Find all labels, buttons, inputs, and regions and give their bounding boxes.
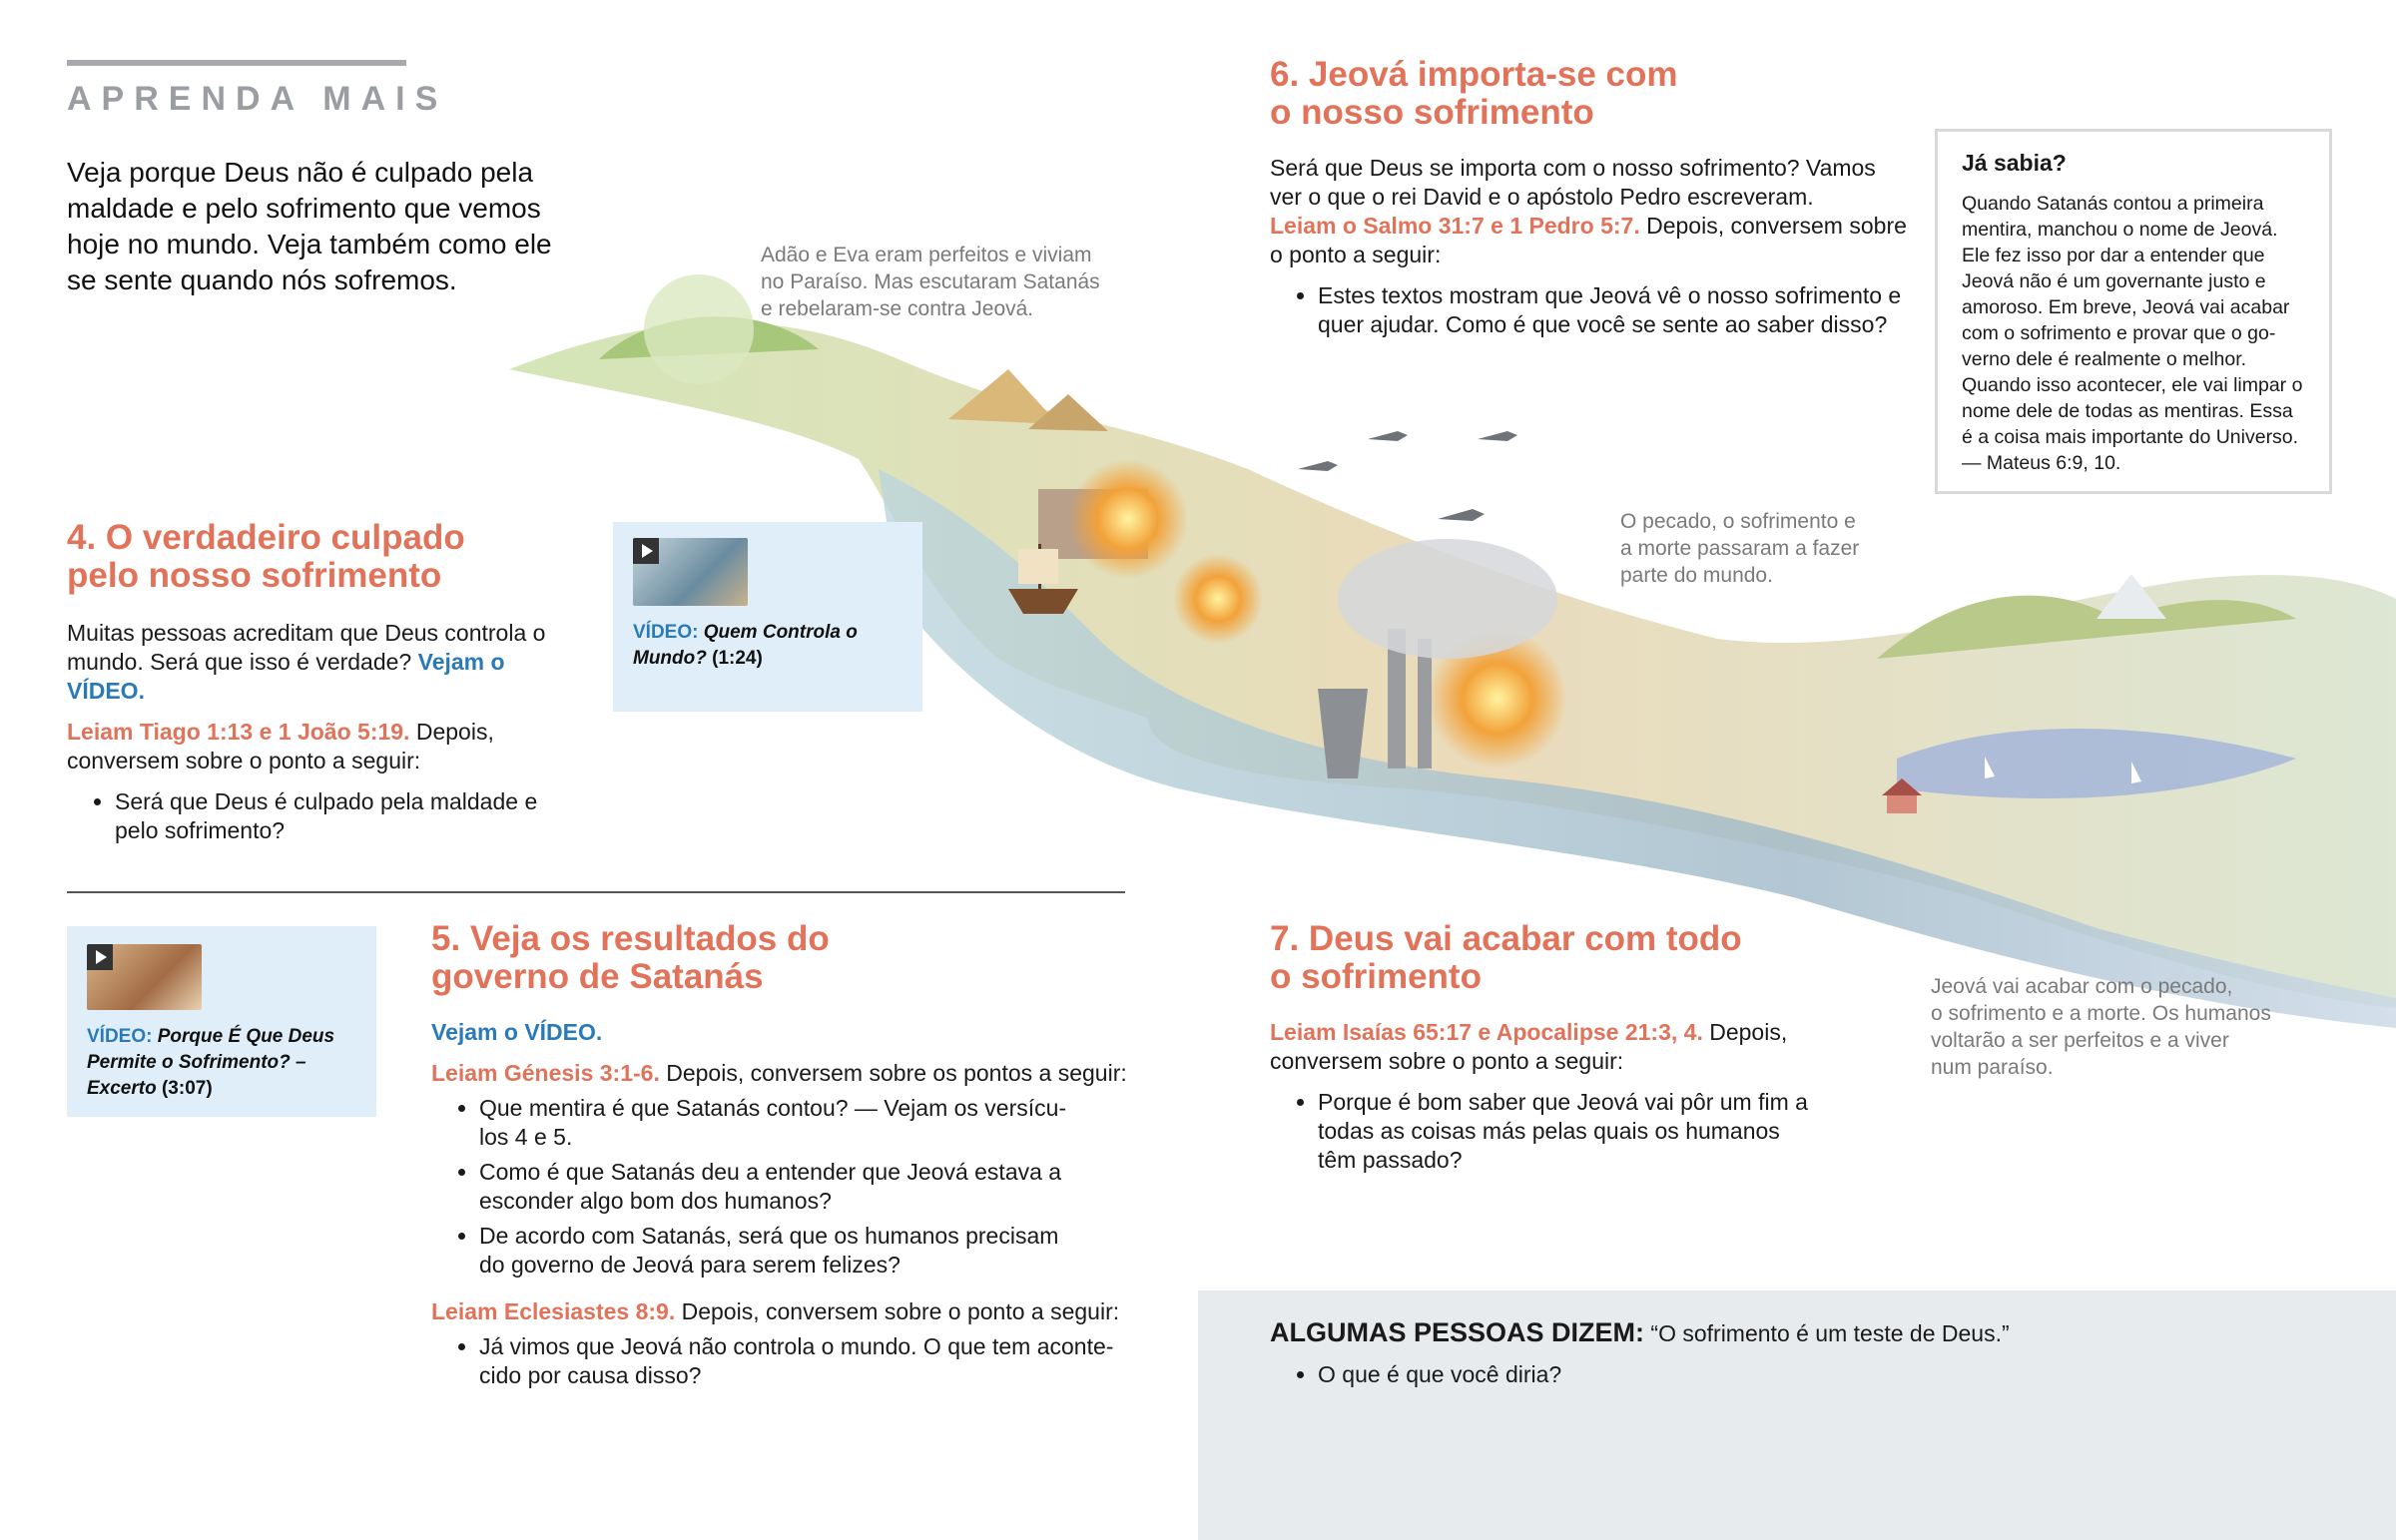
paragraph-text: Depois, conversem sobre os pontos a seguir: (666, 1060, 1127, 1086)
bullet-list (1270, 1360, 2348, 1389)
video-thumbnail[interactable] (633, 538, 748, 606)
video-label: VÍDEO: (633, 622, 699, 643)
section-4-title (67, 519, 566, 595)
video-link[interactable]: Vejam o VÍDEO. (67, 649, 505, 704)
end-caption (1931, 973, 2330, 1081)
paragraph-text: Depois, conversem sobre o ponto a seguir: (1270, 213, 1907, 267)
list-item: • Já vimos que Jeová não controla o mundo. O que tem acontecido por causa disso? (479, 1332, 1118, 1390)
scripture-reference[interactable]: Leiam Eclesiastes 8:9. (431, 1298, 676, 1324)
section-6-paragraph: Será que Deus se importa com o nosso sofrimento? Vamos ver o que o rei David e o apóstolo Pedro escreveram. (1270, 155, 1876, 210)
caption-line: voltarão a ser perfeitos e a viver (1931, 1029, 2229, 1052)
scripture-reference[interactable]: Leiam Tiago 1:13 e 1 João 5:19. (67, 719, 410, 745)
paradise-caption (761, 242, 1120, 322)
section-5-body (431, 1018, 1130, 1390)
list-item: • O que é que você diria? (1318, 1360, 2348, 1389)
section-4-paragraph (67, 619, 566, 706)
section-6-reading (1270, 212, 1909, 269)
section-7 (1270, 920, 1849, 1181)
some-people-say-line (1270, 1317, 2348, 1348)
did-you-know-title: Já sabia? (1962, 150, 2067, 176)
list-item: • Estes textos mostram que Jeová vê o nosso sofrimento e quer ajudar. Como é que você se sente ao saber disso? (1318, 281, 1909, 339)
header-rule (67, 60, 406, 66)
section-7-body (1270, 1018, 1849, 1175)
caption-line: a morte passaram a fazer (1620, 537, 1860, 560)
did-you-know-box (1935, 129, 2332, 494)
video-title[interactable]: Quem Controla o Mundo? (633, 622, 858, 669)
caption-line: Adão e Eva eram perfeitos e viviam (761, 244, 1092, 266)
title-line: 4. O verdadeiro culpado (67, 518, 465, 557)
list-item: • Como é que Satanás deu a entender que Jeová estava a esconder algo bom dos humanos? (479, 1158, 1078, 1216)
title-line: 6. Jeová importa-se com (1270, 55, 1678, 94)
section-4-reading (67, 718, 566, 775)
section-6-title (1270, 56, 1909, 132)
paragraph-text: Muitas pessoas acreditam que Deus controla o mundo. Será que isso é verdade? (67, 620, 546, 675)
title-line: 5. Veja os resultados do (431, 919, 830, 958)
video-card-who-controls[interactable] (613, 522, 922, 712)
title-line: 7. Deus vai acabar com todo (1270, 919, 1742, 958)
some-people-say (1270, 1317, 2348, 1395)
some-people-say-label: ALGUMAS PESSOAS DIZEM: (1270, 1317, 1645, 1347)
title-line: o sofrimento (1270, 957, 1482, 996)
bullet-list (431, 1094, 1078, 1280)
section-5-video-line (431, 1018, 1130, 1047)
some-people-say-quote: “O sofrimento é um teste de Deus.” (1650, 1320, 2010, 1346)
section-7-reading (1270, 1018, 1849, 1076)
play-icon[interactable] (633, 538, 659, 564)
caption-line: parte do mundo. (1620, 564, 1773, 587)
caption-line: e rebelaram-se contra Jeová. (761, 297, 1034, 320)
section-4 (67, 519, 566, 851)
list-item: • Que mentira é que Satanás contou? — Vejam os versículos 4 e 5. (479, 1094, 1078, 1152)
scripture-reference[interactable]: Leiam o Salmo 31:7 e 1 Pedro 5:7. (1270, 213, 1640, 239)
scripture-reference[interactable]: Leiam Isaías 65:17 e Apocalipse 21:3, 4. (1270, 1019, 1703, 1045)
section-5 (431, 920, 1130, 1396)
video-duration: (3:07) (161, 1078, 213, 1099)
video-caption (87, 1024, 356, 1102)
video-duration: (1:24) (712, 648, 763, 669)
list-item: • Será que Deus é culpado pela maldade e pelo sofrimento? (115, 787, 566, 845)
scripture-reference[interactable]: Leiam Génesis 3:1-6. (431, 1060, 660, 1086)
play-icon[interactable] (87, 944, 113, 970)
video-title[interactable]: Porque É Que Deus Permite o Sofrimento? – Excerto (87, 1026, 335, 1099)
section-6-body (1270, 154, 1909, 339)
section-5-title (431, 920, 1130, 996)
bullet-list (67, 787, 566, 845)
list-item: • De acordo com Satanás, será que os humanos precisam do governo de Jeová para serem felizes? (479, 1222, 1078, 1280)
paragraph-text: Depois, conversem sobre o ponto a seguir: (681, 1298, 1120, 1324)
section-7-title (1270, 920, 1849, 996)
paragraph-text: Depois, conversem sobre o ponto a seguir: (67, 719, 494, 773)
bullet-list (431, 1332, 1118, 1390)
title-line: o nosso sofrimento (1270, 93, 1594, 132)
section-6 (1270, 56, 1909, 345)
section-4-body (67, 619, 566, 845)
bullet-list (1270, 281, 1909, 339)
intro-text: Veja porque Deus não é culpado pela maldade e pelo sofrimento que vemos hoje no mundo. Veja também como ele se sente quando nós sofremos. (67, 157, 552, 295)
did-you-know-body: Quando Satanás contou a primeira mentira, manchou o nome de Jeová. Ele fez isso por dar a entender que Jeová não é um governante justo e amoroso. Em breve, Jeová vai acabar com o sofrimento e provar que o governo dele é realmente o melhor. Quando isso acontecer, ele vai limpar o nome dele de todas as mentiras. Essa é a coisa mais importante do Universo. — Mateus 6:9, 10. (1962, 193, 2303, 474)
list-item: • Porque é bom saber que Jeová vai pôr um fim a todas as coisas más pelas quais os humanos têm passado? (1318, 1088, 1817, 1175)
video-link[interactable]: Vejam o VÍDEO. (431, 1019, 603, 1045)
section-divider (67, 891, 1125, 893)
caption-line: O pecado, o sofrimento e (1620, 510, 1856, 533)
bullet-list (1270, 1088, 1817, 1175)
title-line: pelo nosso sofrimento (67, 556, 442, 595)
paragraph-text: Depois, conversem sobre o ponto a seguir: (1270, 1019, 1788, 1074)
video-caption (633, 620, 902, 672)
video-thumbnail[interactable] (87, 944, 202, 1010)
caption-line: Jeová vai acabar com o pecado, (1931, 975, 2233, 998)
caption-line: no Paraíso. Mas escutaram Satanás (761, 270, 1100, 293)
caption-line: o sofrimento e a morte. Os humanos (1931, 1002, 2271, 1025)
sin-caption (1620, 508, 1880, 589)
title-line: governo de Satanás (431, 957, 764, 996)
caption-line: num paraíso. (1931, 1056, 2054, 1079)
video-label: VÍDEO: (87, 1026, 153, 1047)
section-5-reading-2 (431, 1297, 1130, 1326)
section-5-reading-1 (431, 1059, 1130, 1088)
page-title: APRENDA MAIS (67, 80, 448, 118)
video-card-why-suffering[interactable] (67, 926, 376, 1117)
